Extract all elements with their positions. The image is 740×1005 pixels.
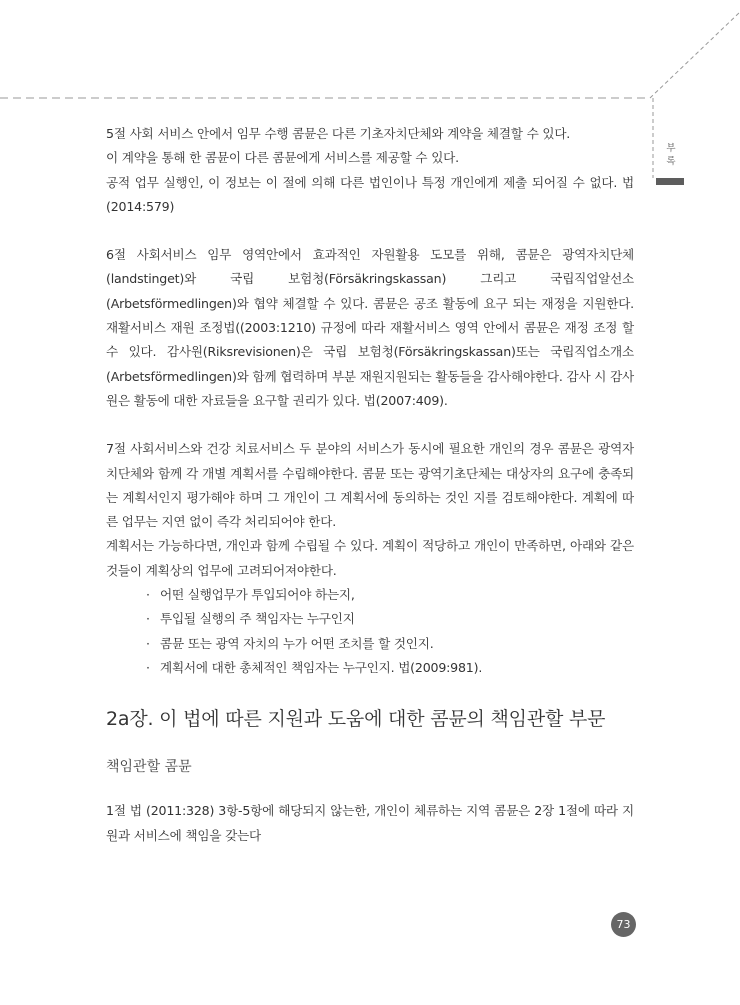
bullet-list (106, 583, 634, 680)
section-5 (106, 122, 634, 219)
paragraph: 이 계약을 통해 한 콤뮨이 다른 콤뮨에게 서비스를 제공할 수 있다. (106, 150, 459, 166)
paragraph: 공적 업무 실행인, 이 정보는 이 절에 의해 다른 법인이나 특정 개인에게 제출 되어질 수 없다. 법(2014:579) (106, 174, 634, 214)
page-content (106, 122, 634, 848)
paragraph: 7절 사회서비스와 건강 치료서비스 두 분야의 서비스가 동시에 필요한 개인의 경우 콤뮨은 광역자치단체와 함께 각 개별 계획서를 수립해야한다. 콤뮨 또는 광역기초단체는 대상자의 요구에 충족되는 계획서인지 평가해야 하며 그 개인이 그 계획서에 동의하는 것인 지를 검토해야한다. 계획에 따른 업무는 지연 없이 즉각 처리되어야 한다. (106, 441, 634, 530)
chapter-heading: 2a장. 이 법에 따른 지원과 도움에 대한 콤뮨의 책임관할 부문 (106, 708, 606, 731)
list-item: · 콤뮨 또는 광역 자치의 누가 어떤 조치를 할 것인지. (144, 632, 634, 656)
paragraph: 계획서는 가능하다면, 개인과 함께 수립될 수 있다. 계획이 적당하고 개인이 만족하면, 아래와 같은 것들이 계획상의 업무에 고려되어져야한다. (106, 538, 634, 578)
section-7 (106, 437, 634, 583)
appendix-tab (661, 142, 681, 168)
appendix-tab-bar (656, 178, 684, 185)
page-number: 73 (611, 912, 636, 937)
list-item: · 투입될 실행의 주 책임자는 누구인지 (144, 607, 634, 631)
appendix-tab-char: 부 (666, 143, 676, 154)
paragraph: 6절 사회서비스 임무 영역안에서 효과적인 자원활용 도모를 위해, 콤뮨은 광역자치단체(landstinget)와 국립 보험청(Försäkringskassan) 그리고 국립직업알선소(Arbetsförmedlingen)와 협약 체결할 수 있다. 콤뮨은 공조 활동에 요구 되는 재정을 지원한다. 재활서비스 재원 조정법((2003:1210) 규정에 따라 재활서비스 영역 안에서 콤뮨은 재정 조정 할수 있다. 감사원(Riksrevisionen)은 국립 보험청(Försäkringskassan)또는 국립직업소개소(Arbetsförmedlingen)와 함께 협력하며 부분 재원지원되는 활동들을 감사해야한다. 감사 시 감사원은 활동에 대한 자료들을 요구할 권리가 있다. 법(2007:409). (106, 247, 634, 408)
appendix-tab-char: 록 (666, 156, 676, 167)
section-1 (106, 799, 634, 848)
section-6 (106, 243, 634, 413)
paragraph: 1절 법 (2011:328) 3항-5항에 해당되지 않는한, 개인이 체류하는 지역 콤뮨은 2장 1절에 따라 지원과 서비스에 책임을 갖는다 (106, 803, 634, 843)
list-item: · 어떤 실행업무가 투입되어야 하는지, (144, 583, 634, 607)
list-item: · 계획서에 대한 총체적인 책임자는 누구인지. 법(2009:981). (144, 656, 634, 680)
subheading: 책임관할 콤뮨 (106, 759, 192, 776)
paragraph: 5절 사회 서비스 안에서 임무 수행 콤뮨은 다른 기초자치단체와 계약을 체결할 수 있다. (106, 126, 571, 141)
